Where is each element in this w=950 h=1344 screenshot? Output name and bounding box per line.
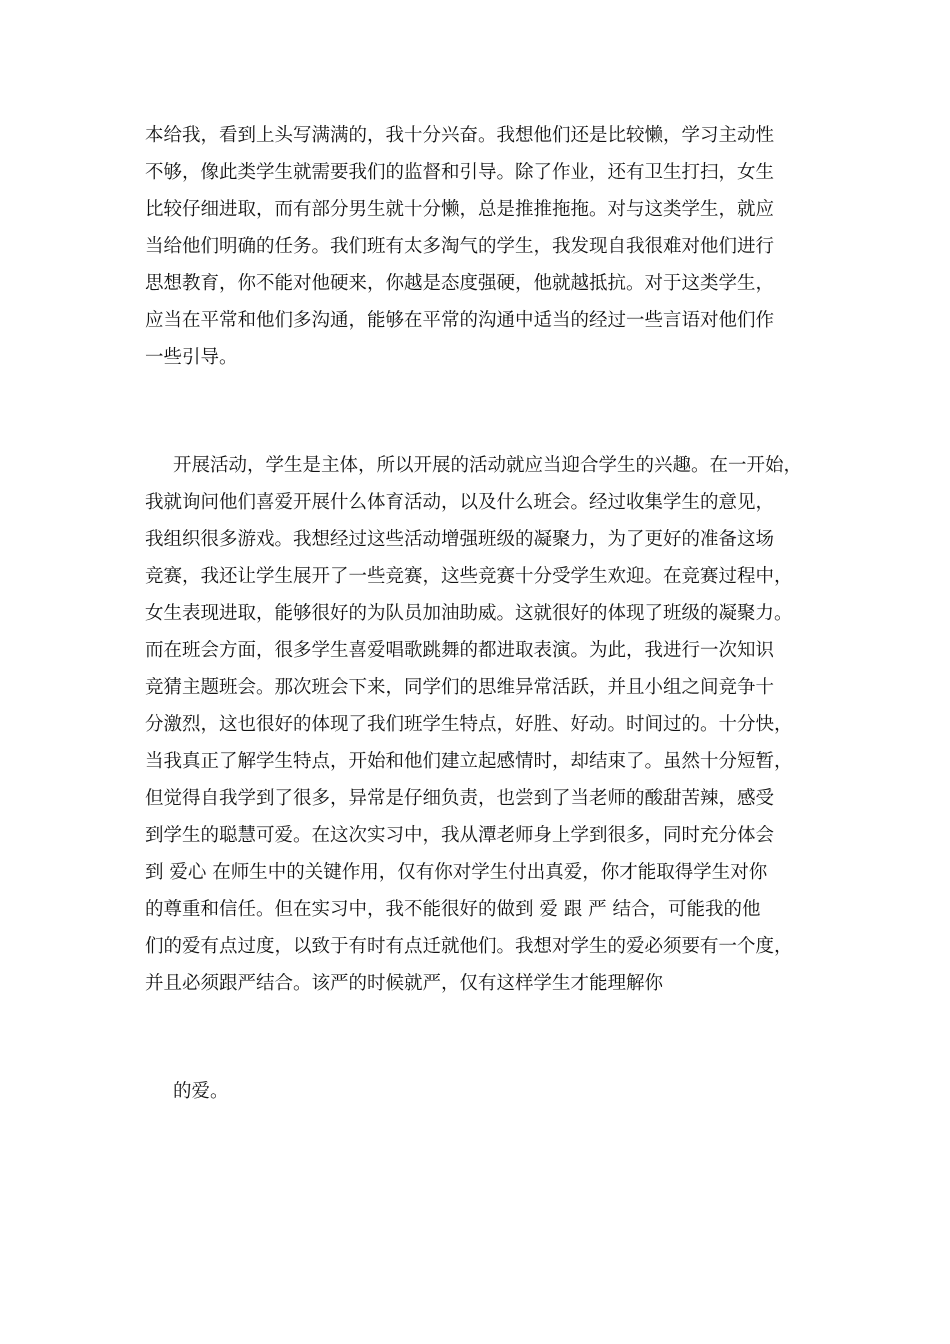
text-line: 应当在平常和他们多沟通，能够在平常的沟通中适当的经过一些言语对他们作: [145, 310, 775, 331]
text-line: 而在班会方面，很多学生喜爱唱歌跳舞的都进取表演。为此，我进行一次知识: [145, 640, 775, 661]
text-line: 比较仔细进取，而有部分男生就十分懒，总是推推拖拖。对与这类学生，就应: [145, 199, 775, 220]
text-line: 当我真正了解学生特点，开始和他们建立起感情时，却结束了。虽然十分短暂，: [145, 751, 793, 772]
text-line: 不够，像此类学生就需要我们的监督和引导。除了作业，还有卫生打扫，女生: [145, 162, 775, 183]
text-line: 女生表现进取，能够很好的为队员加油助威。这就很好的体现了班级的凝聚力。: [145, 603, 793, 624]
text-line: 本给我，看到上头写满满的，我十分兴奋。我想他们还是比较懒，学习主动性: [145, 125, 775, 146]
text-line: 竞猜主题班会。那次班会下来，同学们的思维异常活跃，并且小组之间竞争十: [145, 677, 775, 698]
text-line: 但觉得自我学到了很多，异常是仔细负责，也尝到了当老师的酸甜苦辣，感受: [145, 788, 775, 809]
text-line: 的爱。: [173, 1081, 229, 1102]
text-line: 并且必须跟严结合。该严的时候就严，仅有这样学生才能理解你: [145, 973, 664, 994]
text-line: 分激烈，这也很好的体现了我们班学生特点，好胜、好动。时间过的。十分快，: [145, 714, 793, 735]
text-line: 竞赛，我还让学生展开了一些竞赛，这些竞赛十分受学生欢迎。在竞赛过程中，: [145, 566, 793, 587]
text-line: 到学生的聪慧可爱。在这次实习中，我从潭老师身上学到很多，同时充分体会: [145, 825, 775, 846]
text-line: 当给他们明确的任务。我们班有太多淘气的学生，我发现自我很难对他们进行: [145, 236, 775, 257]
text-line: 开展活动，学生是主体，所以开展的活动就应当迎合学生的兴趣。在一开始，: [173, 455, 803, 476]
text-line: 思想教育，你不能对他硬来，你越是态度强硬，他就越抵抗。对于这类学生，: [145, 273, 775, 294]
text-line: 我组织很多游戏。我想经过这些活动增强班级的凝聚力，为了更好的准备这场: [145, 529, 775, 550]
text-line: 的尊重和信任。但在实习中，我不能很好的做到 爱 跟 严 结合，可能我的他: [145, 899, 761, 920]
text-line: 到 爱心 在师生中的关键作用，仅有你对学生付出真爱，你才能取得学生对你: [145, 862, 768, 883]
text-line: 我就询问他们喜爱开展什么体育活动，以及什么班会。经过收集学生的意见，: [145, 492, 775, 513]
text-line: 一些引导。: [145, 347, 238, 368]
text-line: 们的爱有点过度，以致于有时有点迁就他们。我想对学生的爱必须要有一个度，: [145, 936, 793, 957]
